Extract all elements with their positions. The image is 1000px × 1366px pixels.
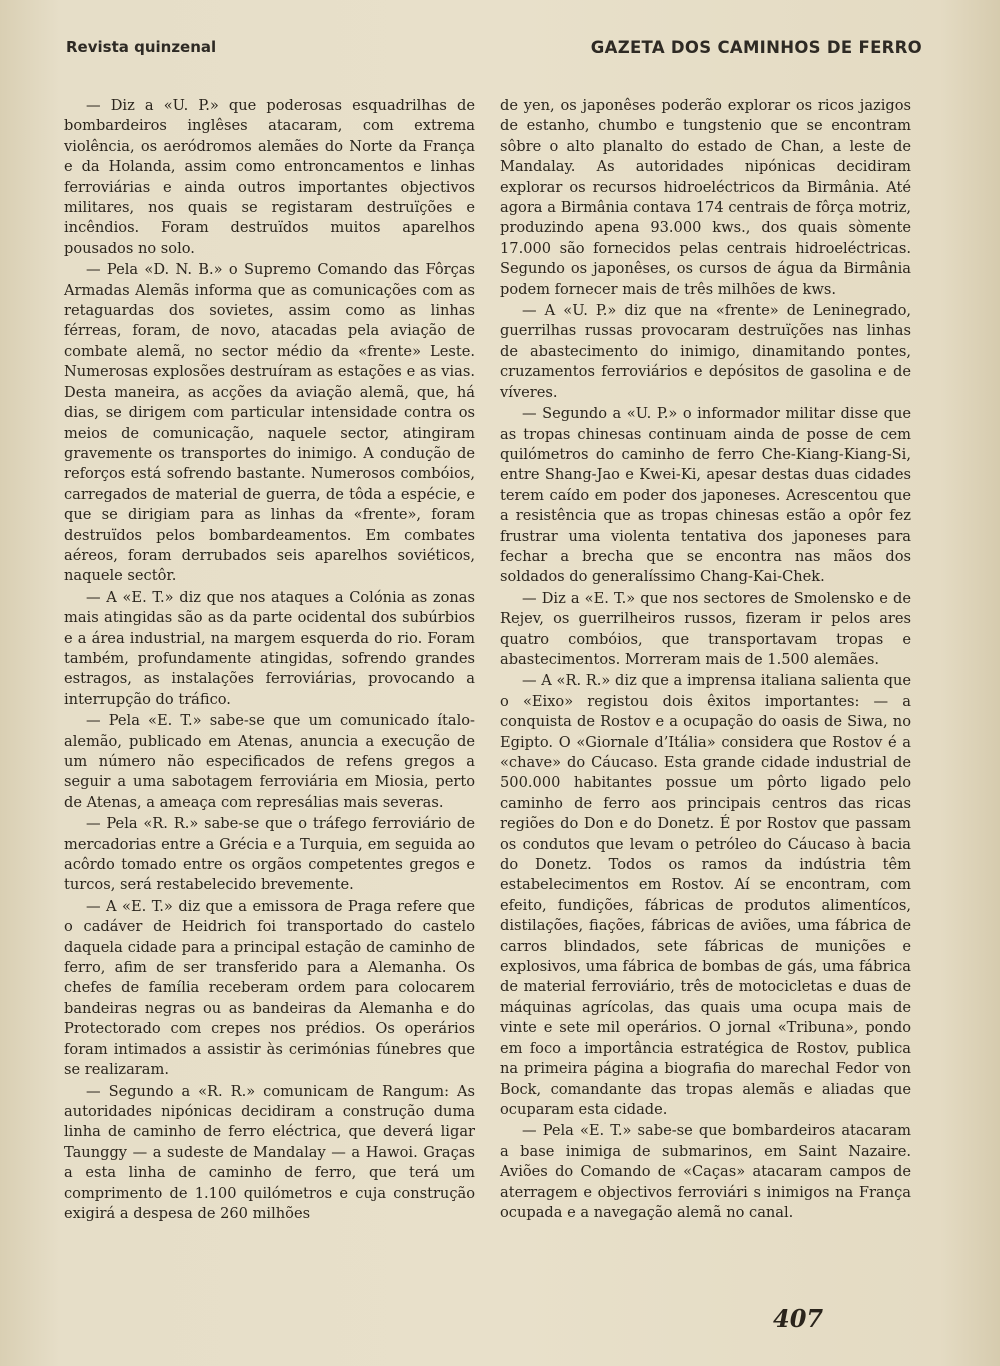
page-number: 407 (773, 1304, 824, 1333)
header-left-title: Revista quinzenal (66, 38, 217, 56)
news-paragraph: — A «R. R.» diz que a imprensa italiana salienta que o «Eixo» registou dois êxitos importantes: — a conquista de Rostov e a ocupação do oasis de Siwa, no Egipto. O «Giornale d’Itália» considera que Rostov é a «chave» do Cáucaso. Esta grande cidade industrial de 500.000 habitantes possue um pôrto ligado pelo caminho de ferro aos principais centros das ricas regiões do Don e do Donetz. É por Rostov que passam os condutos que levam o petróleo do Cáucaso à bacia do Donetz. Todos os ramos da indústria têm estabelecimentos em Rostov. Aí se encontram, com efeito, fundições, fábricas de produtos alimentícos, distilações, fiações, fábricas de aviões, uma fábrica de carros blindados, sete fábricas de munições e explosivos, uma fábrica de bombas de gás, uma fábrica de material ferroviário, três de motocicletas e duas de máquinas agrícolas, das quais uma ocupa mais de vinte e sete mil operários. O jornal «Tribuna», pondo em foco a importância estratégica de Rostov, publica na primeira página a biografia do marechal Fedor von Bock, comandante das tropas alemãs e aliadas que ocuparam esta cidade. (500, 672, 911, 1118)
news-paragraph: — Pela «E. T.» sabe-se que um comunicado ítalo-alemão, publicado em Atenas, anuncia a execução de um número não especificados de refens gregos a seguir a uma sabotagem ferroviária em Miosia, perto de Atenas, a ameaça com represálias mais severas. (64, 712, 475, 811)
news-paragraph: — Segundo a «U. P.» o informador militar disse que as tropas chinesas continuam ainda de posse de cem quilómetros do caminho de ferro Che-Kiang-Kiang-Si, entre Shang-Jao e Kwei-Ki, apesar destas duas cidades terem caído em poder dos japoneses. Acrescentou que a resistência que as tropas chinesas estão a opôr fez frustrar uma violenta tentativa dos japoneses para fechar a brecha que se encontra nas mãos dos soldados do generalíssimo Chang-Kai-Chek. (500, 405, 911, 586)
news-paragraph: — Diz a «E. T.» que nos sectores de Smolensko e de Rejev, os guerrilheiros russos, fizeram ir pelos ares quatro combóios, que transportavam tropas e abastecimentos. Morreram mais de 1.500 alemães. (500, 589, 911, 668)
left-column (64, 96, 475, 1225)
news-paragraph: — A «E. T.» diz que nos ataques a Colónia as zonas mais atingidas são as da parte ocidental dos subúrbios e a área industrial, na margem esquerda do rio. Foram também, profundamente atingidas, sofrendo grandes estragos, as instalações ferroviárias, provocando a interrupção do tráfico. (64, 588, 475, 708)
page-header (66, 34, 922, 60)
news-paragraph-continuation: de yen, os japonêses poderão explorar os ricos jazigos de estanho, chumbo e tungstenio que se encontram sôbre o alto planalto do estado de Chan, a leste de Mandalay. As autoridades nipónicas decidiram explorar os recursos hidroeléctricos da Birmânia. Até agora a Birmânia contava 174 centrais de fôrça motriz, produzindo apena 93.000 kws., dos quais sòmente 17.000 são fornecidos pelas centrais hidroeléctricas. Segundo os japonêses, os cursos de água da Birmânia podem fornecer mais de três milhões de kws. (500, 97, 911, 298)
news-paragraph: — Diz a «U. P.» que poderosas esquadrilhas de bombardeiros inglêses atacaram, com extrema violência, os aeródromos alemães do Norte da França e da Holanda, assim como entroncamentos e linhas ferroviárias e ainda outros importantes objectivos militares, nos quais se registaram destruïções e incêndios. Foram destruïdos muitos aparelhos pousados no solo. (64, 97, 475, 257)
news-paragraph: — A «U. P.» diz que na «frente» de Leninegrado, guerrilhas russas provocaram destruïções nas linhas de abastecimento do inimigo, dinamitando pontes, cruzamentos ferroviários e depósitos de gasolina e de víveres. (500, 302, 911, 401)
header-right-title: GAZETA DOS CAMINHOS DE FERRO (590, 38, 922, 57)
news-paragraph: — Segundo a «R. R.» comunicam de Rangum: As autoridades nipónicas decidiram a construção duma linha de caminho de ferro eléctrica, que deverá ligar Taunggy — a sudeste de Mandalay — a Hawoi. Graças a esta linha de caminho de ferro, que terá um comprimento de 1.100 quilómetros e cuja construção exigirá a despesa de 260 milhões (64, 1082, 475, 1222)
news-paragraph: — Pela «E. T.» sabe-se que bombardeiros atacaram a base inimiga de submarinos, em Saint Nazaire. Aviões do Comando de «Caças» atacaram campos de aterragem e objectivos ferroviári s inimigos na França ocupada e a navegação alemã no canal. (500, 1122, 911, 1221)
right-column (500, 96, 911, 1224)
news-paragraph: — Pela «D. N. B.» o Supremo Comando das Fôrças Armadas Alemãs informa que as comunicações com as retaguardas dos sovietes, assim como as linhas férreas, foram, de novo, atacadas pela aviação de combate alemã, no sector médio da «frente» Leste. Numerosas explosões destruíram as estações e as vias. Desta maneira, as acções da aviação alemã, que, há dias, se dirigem com particular intensidade contra os meios de comunicação, naquele sector, atingiram gravemente os transportes do inimigo. A condução de reforços está sofrendo bastante. Numerosos combóios, carregados de material de guerra, de tôda a espécie, e que se dirigiam para as linhas da «frente», foram destruïdos pelos bombardeamentos. Em combates aéreos, foram derrubados seis aparelhos soviéticos, naquele sectôr. (64, 261, 475, 585)
news-paragraph: — A «E. T.» diz que a emissora de Praga refere que o cadáver de Heidrich foi transportado do castelo daquela cidade para a principal estação de caminho de ferro, afim de ser transferido para a Alemanha. Os chefes de família receberam ordem para colocarem bandeiras negras ou as bandeiras da Alemanha e do Protectorado com crepes nos prédios. Os operários foram intimados a assistir às cerimónias fúnebres que se realizaram. (64, 897, 475, 1079)
news-paragraph: — Pela «R. R.» sabe-se que o tráfego ferroviário de mercadorias entre a Grécia e a Turquia, em seguida ao acôrdo tomado entre os orgãos competentes gregos e turcos, será restabelecido brevemente. (64, 815, 475, 894)
